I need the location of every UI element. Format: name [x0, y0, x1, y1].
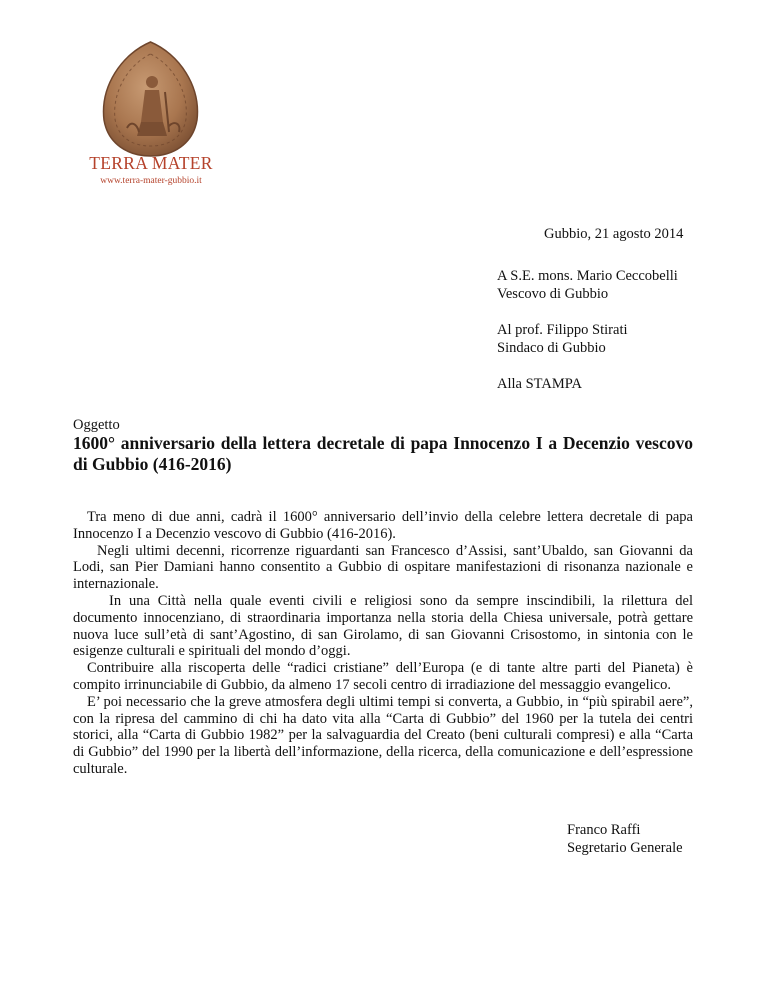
subject-label: Oggetto: [73, 417, 120, 433]
signature-block: [567, 821, 683, 857]
recipient-line: Alla STAMPA: [497, 376, 582, 392]
signature-name: Franco Raffi: [567, 822, 641, 838]
recipient-line: Sindaco di Gubbio: [497, 340, 606, 356]
recipient-line: Al prof. Filippo Stirati: [497, 322, 628, 338]
date-line: Gubbio, 21 agosto 2014: [544, 226, 684, 242]
brand-name: TERRA MATER: [89, 153, 213, 173]
paragraph: In una Città nella quale eventi civili e religiosi sono da sempre inscindibili, la rilettura del documento innocenziano, di straordinaria importanza nella storia della Chiesa universale, potrà gettare nuova luce sull’età di sant’Agostino, di san Girolamo, di san Giovanni Crisostomo, in sintonia con le esigenze culturali e spirituali del mondo d’oggi.: [73, 592, 693, 660]
signature-role: Segretario Generale: [567, 840, 683, 856]
paragraph: E’ poi necessario che la greve atmosfera degli ultimi tempi si converta, a Gubbio, in “più spirabil aere”, con la ripresa del cammino di chi ha dato vita alla “Carta di Gubbio” del 1960 per la tutela dei centri storici, alla “Carta di Gubbio 1982” per la salvaguardia del Creato (beni culturali compresi) e alla “Carta di Gubbio” del 1990 per la libertà dell’informazione, della ricerca, della comunicazione e dell’espressione culturale.: [73, 693, 693, 777]
seal-logo-icon: [97, 40, 204, 158]
recipient-mayor: [497, 321, 678, 357]
recipients-block: [497, 267, 678, 411]
recipient-line: Vescovo di Gubbio: [497, 286, 609, 302]
recipient-press: [497, 375, 678, 393]
brand-url[interactable]: www.terra-mater-gubbio.it: [100, 176, 202, 186]
subject-title: 1600° anniversario della lettera decretale di papa Innocenzo I a Decenzio vescovo di Gubbio (416-2016): [73, 433, 693, 474]
paragraph: Tra meno di due anni, cadrà il 1600° anniversario dell’invio della celebre lettera decretale di papa Innocenzo I a Decenzio vescovo di Gubbio (416-2016).: [73, 509, 693, 542]
recipient-line: A S.E. mons. Mario Ceccobelli: [497, 268, 678, 284]
paragraph: Contribuire alla riscoperta delle “radici cristiane” dell’Europa (e di tante altre parti del Pianeta) è compito irrinunciabile di Gubbio, da almeno 17 secoli centro di irradiazione del messaggio evangelico.: [73, 660, 693, 693]
paragraph: Negli ultimi decenni, ricorrenze riguardanti san Francesco d’Assisi, sant’Ubaldo, san Giovanni da Lodi, san Pier Damiani hanno consentito a Gubbio di ospitare manifestazioni di risonanza nazionale e internazionale.: [73, 542, 693, 593]
recipient-bishop: [497, 267, 678, 303]
letter-body: [73, 509, 693, 778]
